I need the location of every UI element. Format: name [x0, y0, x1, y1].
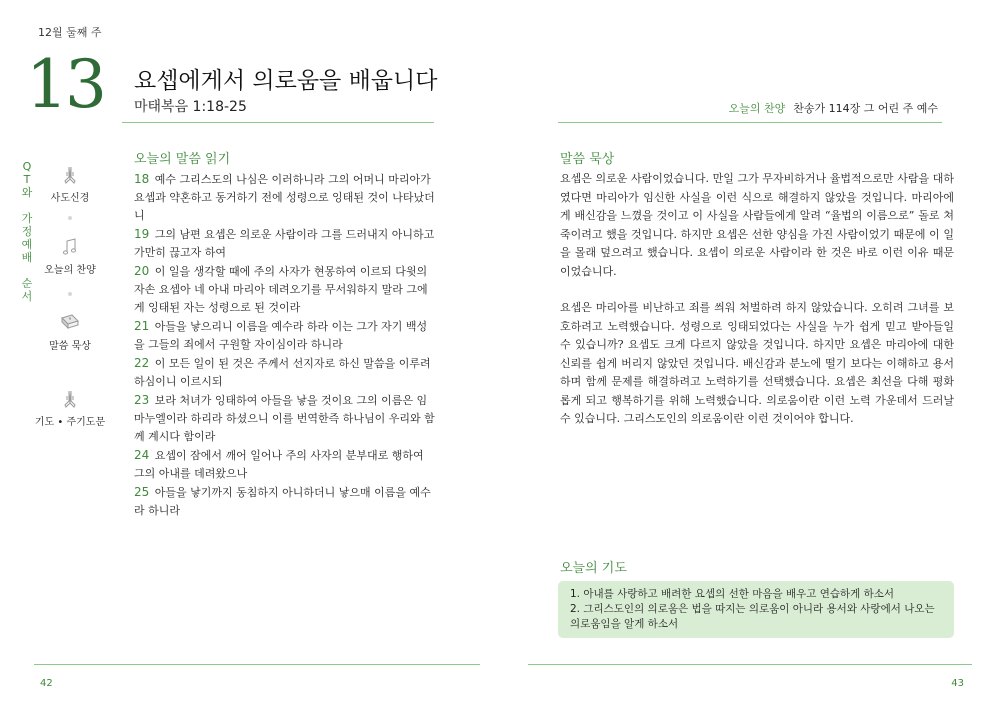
prayer-item: 1. 아내를 사랑하고 배려한 요셉의 선한 마음을 배우고 연습하게 하소서	[570, 588, 895, 600]
day-number: 13	[26, 46, 104, 123]
scripture-reference: 마태복음 1:18-25	[134, 99, 247, 115]
sidebar-item-label: 사도신경	[50, 193, 90, 204]
verse: 22 이 모든 일이 된 것은 주께서 선지자로 하신 말씀을 이루려 하심이니 이르시되	[134, 356, 431, 388]
qt-vertical-label: Q T 와 가 정 예 배 순 서	[21, 160, 33, 303]
verse: 24 요셉이 잠에서 깨어 일어나 주의 사자의 분부대로 행하여 그의 아내를 데려왔으나	[134, 448, 424, 480]
footer-divider-right	[528, 664, 972, 665]
praying-hands-icon	[59, 388, 81, 410]
page-title: 요셉에게서 의로움을 배웁니다	[134, 68, 438, 94]
music-note-icon	[59, 236, 81, 258]
hymn-info	[729, 100, 938, 116]
sidebar-dot	[68, 292, 72, 296]
sidebar-item-hymn[interactable]	[40, 236, 100, 276]
sidebar-item-meditation[interactable]	[40, 312, 100, 352]
meditation-body	[560, 170, 954, 447]
praying-hands-icon	[59, 164, 81, 186]
meditation-heading: 말씀 묵상	[560, 152, 615, 167]
page-number-right: 43	[951, 678, 964, 689]
sidebar-item-label: 오늘의 찬양	[44, 265, 96, 276]
meditation-paragraph: 요셉은 의로운 사람이었습니다. 만일 그가 무자비하거나 율법적으로만 사람을 대하였다면 마리아가 임신한 사실을 이런 식으로 해결하지 않았을 것입니다. 마리아에게 배신감을 느꼈을 것이고 이 사실을 사람들에게 알려 “율법의 이름으로” 돌로 쳐 죽이려고 했을 것입니다. 하지만 요셉은 선한 양심을 가진 사람이었기 때문에 이 일을 몰래 덮으려고 했습니다. 요셉이 의로운 사람이라 한 것은 바로 이런 이유 때문이었습니다.	[560, 172, 954, 278]
sidebar-item-label: 기도 • 주기도문	[34, 417, 106, 428]
header-divider-left	[122, 122, 434, 123]
sidebar-item-prayer[interactable]	[34, 388, 106, 428]
meditation-paragraph: 요셉은 마리아를 비난하고 죄를 씌워 처벌하려 하지 않았습니다. 오히려 그녀를 보호하려고 노력했습니다. 성령으로 잉태되었다는 사실을 누가 쉽게 믿고 받아들일 수 있습니까? 요셉도 크게 다르지 않았을 것입니다. 하지만 요셉은 마리아에 대한 신뢰를 쉽게 버리지 않았던 것입니다. 배신감과 분노에 떨기 보다는 이해하고 용서하며 함께 문제를 해결하려고 노력하기를 선택했습니다. 요셉은 최선을 다해 평화롭게 되고 행복하기를 위해 노력했습니다. 의로움이란 이런 노력 가운데서 드러날 수 있습니다. 그리스도인의 의로움이란 이런 것이어야 합니다.	[560, 301, 954, 425]
header-divider-right	[558, 122, 942, 123]
bible-book-icon	[58, 312, 82, 334]
verse-list	[134, 170, 436, 520]
verse: 21 아들을 낳으리니 이름을 예수라 하라 이는 그가 자기 백성을 그들의 죄에서 구원할 자이심이라 하니라	[134, 319, 428, 351]
reading-heading: 오늘의 말씀 읽기	[134, 152, 231, 167]
verse: 23 보라 처녀가 잉태하여 아들을 낳을 것이요 그의 이름은 임마누엘이라 하리라 하셨으니 이를 번역한즉 하나님이 우리와 함께 계시다 함이라	[134, 393, 435, 443]
sidebar-item-creed[interactable]	[40, 164, 100, 204]
page-number-left: 42	[40, 678, 53, 689]
sidebar-item-label: 말씀 묵상	[49, 341, 91, 352]
week-label: 12월 둘째 주	[38, 26, 102, 39]
hymn-label: 오늘의 찬양	[728, 102, 786, 115]
prayer-heading: 오늘의 기도	[560, 561, 627, 576]
sidebar-dot	[68, 216, 72, 220]
hymn-title: 찬송가 114장 그 어린 주 예수	[793, 102, 938, 115]
footer-divider-left	[34, 664, 480, 665]
verse: 25 아들을 낳기까지 동침하지 아니하더니 낳으매 이름을 예수라 하니라	[134, 485, 431, 517]
verse: 18 예수 그리스도의 나심은 이러하니라 그의 어머니 마리아가 요셉과 약혼하고 동거하기 전에 성령으로 잉태된 것이 나타났더니	[134, 172, 435, 222]
verse: 19 그의 남편 요셉은 의로운 사람이라 그를 드러내지 아니하고 가만히 끊고자 하여	[134, 227, 435, 259]
prayer-item: 2. 그리스도인의 의로움은 법을 따지는 의로움이 아니라 용서와 사랑에서 나오는 의로움임을 알게 하소서	[570, 603, 935, 630]
prayer-box	[558, 581, 954, 638]
verse: 20 이 일을 생각할 때에 주의 사자가 현몽하여 이르되 다윗의 자손 요셉아 네 아내 마리아 데려오기를 무서워하지 말라 그에게 잉태된 자는 성령으로 된 것이라	[134, 264, 428, 314]
